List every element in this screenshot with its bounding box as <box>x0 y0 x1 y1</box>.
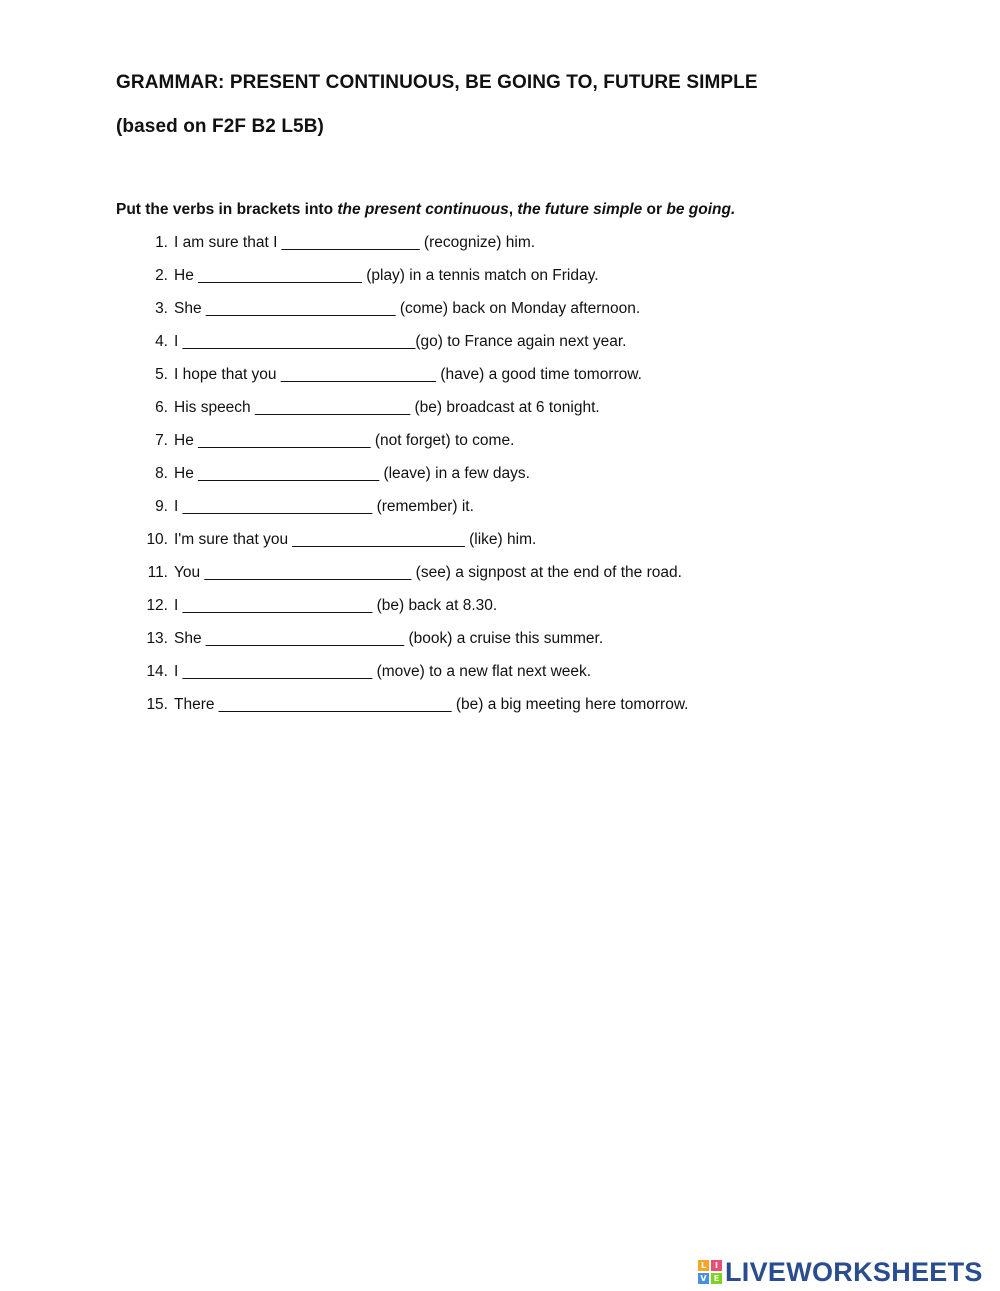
item-number: 14. <box>146 663 168 680</box>
logo-mark-v: V <box>698 1273 709 1284</box>
item-text[interactable]: I am sure that I ________________ (recognize) him. <box>174 234 536 251</box>
item-number: 1. <box>155 234 168 251</box>
instructions-prefix: Put the verbs in brackets into <box>116 201 338 218</box>
item-text[interactable]: His speech __________________ (be) broadcast at 6 tonight. <box>174 399 600 416</box>
item-text[interactable]: I ___________________________(go) to France again next year. <box>174 333 627 350</box>
liveworksheets-logo[interactable] <box>698 1257 983 1287</box>
item-number: 15. <box>146 696 168 713</box>
logo-mark-e: E <box>711 1273 722 1284</box>
worksheet-subtitle: (based on F2F B2 L5B) <box>116 116 324 137</box>
item-number: 10. <box>146 531 168 548</box>
item-text[interactable]: She _______________________ (book) a cruise this summer. <box>174 630 604 647</box>
item-number: 7. <box>155 432 168 449</box>
instructions-tense-1: the present continuous <box>337 201 509 218</box>
item-number: 2. <box>155 267 168 284</box>
item-text[interactable]: I'm sure that you ____________________ (like) him. <box>174 531 537 548</box>
item-number: 9. <box>155 498 168 515</box>
item-text[interactable]: You ________________________ (see) a signpost at the end of the road. <box>174 564 682 581</box>
item-number: 13. <box>146 630 168 647</box>
item-text[interactable]: He _____________________ (leave) in a few days. <box>174 465 530 482</box>
instructions-tense-3: be going. <box>666 201 736 218</box>
instructions <box>116 201 735 219</box>
worksheet-title: GRAMMAR: PRESENT CONTINUOUS, BE GOING TO, FUTURE SIMPLE <box>116 72 758 93</box>
item-number: 8. <box>155 465 168 482</box>
item-number: 3. <box>155 300 168 317</box>
logo-mark-i: I <box>711 1260 722 1271</box>
item-text[interactable]: She ______________________ (come) back on Monday afternoon. <box>174 300 641 317</box>
item-number: 5. <box>155 366 168 383</box>
item-text[interactable]: There ___________________________ (be) a big meeting here tomorrow. <box>174 696 689 713</box>
item-text[interactable]: He ____________________ (not forget) to come. <box>174 432 515 449</box>
instructions-sep-2: or <box>642 201 667 218</box>
item-text[interactable]: I hope that you __________________ (have) a good time tomorrow. <box>174 366 642 383</box>
item-text[interactable]: I ______________________ (move) to a new flat next week. <box>174 663 592 680</box>
logo-text: LIVEWORKSHEETS <box>725 1256 983 1287</box>
instructions-sep-1: , <box>508 201 518 218</box>
item-number: 12. <box>146 597 168 614</box>
item-text[interactable]: I ______________________ (remember) it. <box>174 498 474 515</box>
logo-mark-icon <box>698 1260 722 1284</box>
item-number: 4. <box>155 333 168 350</box>
instructions-tense-2: the future simple <box>517 201 643 218</box>
item-text[interactable]: I ______________________ (be) back at 8.30. <box>174 597 498 614</box>
item-number: 11. <box>147 564 168 581</box>
item-number: 6. <box>155 399 168 416</box>
item-text[interactable]: He ___________________ (play) in a tennis match on Friday. <box>174 267 599 284</box>
logo-mark-l: L <box>698 1260 709 1271</box>
